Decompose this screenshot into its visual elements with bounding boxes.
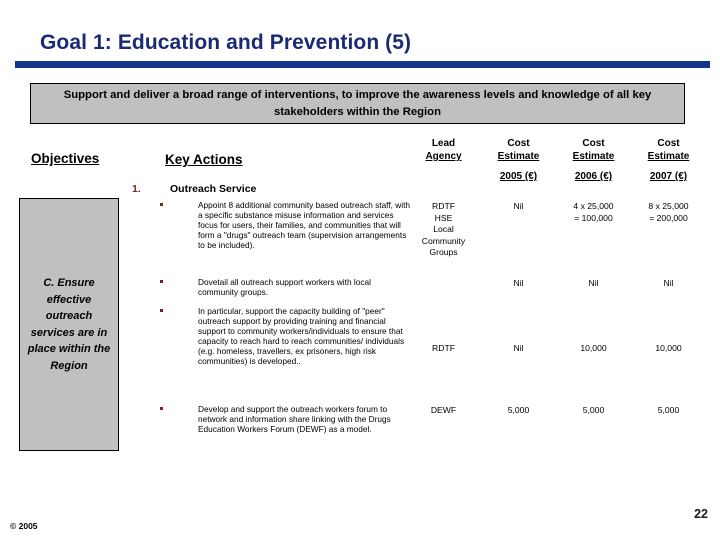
column-header-lead-agency	[406, 137, 481, 183]
column-headers	[406, 137, 706, 183]
cell-line: Nil	[513, 278, 524, 288]
cell-cost-2006	[556, 405, 631, 417]
cell-line: 10,000	[655, 343, 682, 353]
cell-line: 5,000	[507, 405, 530, 415]
column-header-line3: 2005 (€)	[499, 171, 538, 182]
footer-copyright: © 2005	[10, 521, 38, 531]
row-values	[406, 405, 706, 417]
cell-line: Nil	[513, 343, 524, 353]
cell-line: Community	[421, 235, 466, 246]
column-header-line2: Estimate	[647, 151, 690, 162]
cell-cost-2005	[481, 278, 556, 290]
column-header-cost-2006	[556, 137, 631, 183]
column-header-line1: Cost	[507, 138, 530, 149]
cell-cost-2005	[481, 405, 556, 417]
objective-text: C. Ensure effective outreach services are in place within the Region	[27, 277, 111, 372]
cell-cost-2005	[481, 343, 556, 355]
aim-banner-text: Support and deliver a broad range of interventions, to improve the awareness levels and knowledge of all key stakeholders within the Region	[63, 88, 652, 118]
cell-lead-agency	[406, 278, 481, 290]
footer-page-number: 22	[694, 507, 708, 521]
cell-line: Nil	[513, 201, 524, 211]
row-values	[406, 343, 706, 355]
row-bullet-text: Appoint 8 additional community based outreach staff, with a specific substance misuse information and services focus for users, their families, and communities that will form a "drugs" outreach team (supervision arrangements to be included).	[198, 200, 411, 250]
cell-lead-agency	[406, 201, 481, 259]
cell-cost-2007	[631, 278, 706, 290]
row-values	[406, 201, 706, 259]
square-bullet-icon	[160, 407, 163, 410]
cell-cost-2006	[556, 278, 631, 290]
cell-line: HSE	[434, 212, 453, 223]
cell-cost-2007	[631, 201, 706, 259]
cell-line: Groups	[429, 247, 458, 257]
column-header-line1: Cost	[582, 138, 605, 149]
column-header-cost-2007	[631, 137, 706, 183]
cell-line: 10,000	[580, 343, 607, 353]
row-bullet-text: Develop and support the outreach workers forum to network and information share linking with the Drugs Education Workers Forum (DEWF) as a model.	[198, 404, 391, 434]
cell-line: 4 x 25,000	[573, 201, 614, 211]
cell-line: Nil	[663, 278, 674, 288]
title-divider	[15, 61, 710, 68]
column-header-line3: 2006 (€)	[574, 171, 613, 182]
square-bullet-icon	[160, 309, 163, 312]
row-bullet-cell	[160, 201, 410, 251]
column-header-line2: Estimate	[572, 151, 615, 162]
cell-line: 8 x 25,000	[648, 201, 689, 211]
row-values	[406, 278, 706, 290]
row-bullet-cell	[160, 405, 410, 435]
row-bullet-cell	[160, 307, 410, 366]
column-header-line2: Estimate	[497, 151, 540, 162]
row-bullet-text: In particular, support the capacity building of "peer" outreach support by providing training and financial support to community workers/individuals to ensure that capacity to reach hard to reach communities/ individuals (e.g. homeless, travellers, ex prisoners, high risk communities) is developed..	[198, 306, 405, 366]
key-actions-heading: Key Actions	[165, 152, 243, 167]
action-number: 1.	[132, 183, 141, 195]
cell-lead-agency	[406, 405, 481, 417]
cell-line: 5,000	[582, 405, 605, 415]
cell-line: = 100,000	[574, 212, 613, 223]
cell-cost-2007	[631, 405, 706, 417]
square-bullet-icon	[160, 280, 163, 283]
cell-cost-2006	[556, 343, 631, 355]
row-bullet-text: Dovetail all outreach support workers with local community groups.	[198, 277, 371, 297]
action-name: Outreach Service	[170, 183, 257, 195]
column-header-line1: Cost	[657, 138, 680, 149]
cell-line: DEWF	[430, 405, 457, 415]
column-header-line1: Lead	[431, 138, 456, 149]
objectives-heading: Objectives	[31, 151, 100, 166]
cell-cost-2007	[631, 343, 706, 355]
aim-banner	[30, 83, 685, 124]
cell-line: = 200,000	[649, 212, 688, 223]
cell-line: RDTF	[432, 343, 455, 353]
cell-line: Nil	[588, 278, 599, 288]
row-bullet-cell	[160, 278, 410, 298]
page-title: Goal 1: Education and Prevention (5)	[40, 31, 412, 54]
cell-line: Local	[433, 224, 454, 234]
cell-lead-agency	[406, 343, 481, 355]
cell-line: 5,000	[657, 405, 680, 415]
column-header-line3: 2007 (€)	[649, 171, 688, 182]
cell-line: RDTF	[432, 201, 455, 211]
column-header-line2: Agency	[425, 151, 462, 162]
objective-box	[19, 198, 119, 451]
column-header-cost-2005	[481, 137, 556, 183]
square-bullet-icon	[160, 203, 163, 206]
cell-cost-2005	[481, 201, 556, 259]
cell-cost-2006	[556, 201, 631, 259]
